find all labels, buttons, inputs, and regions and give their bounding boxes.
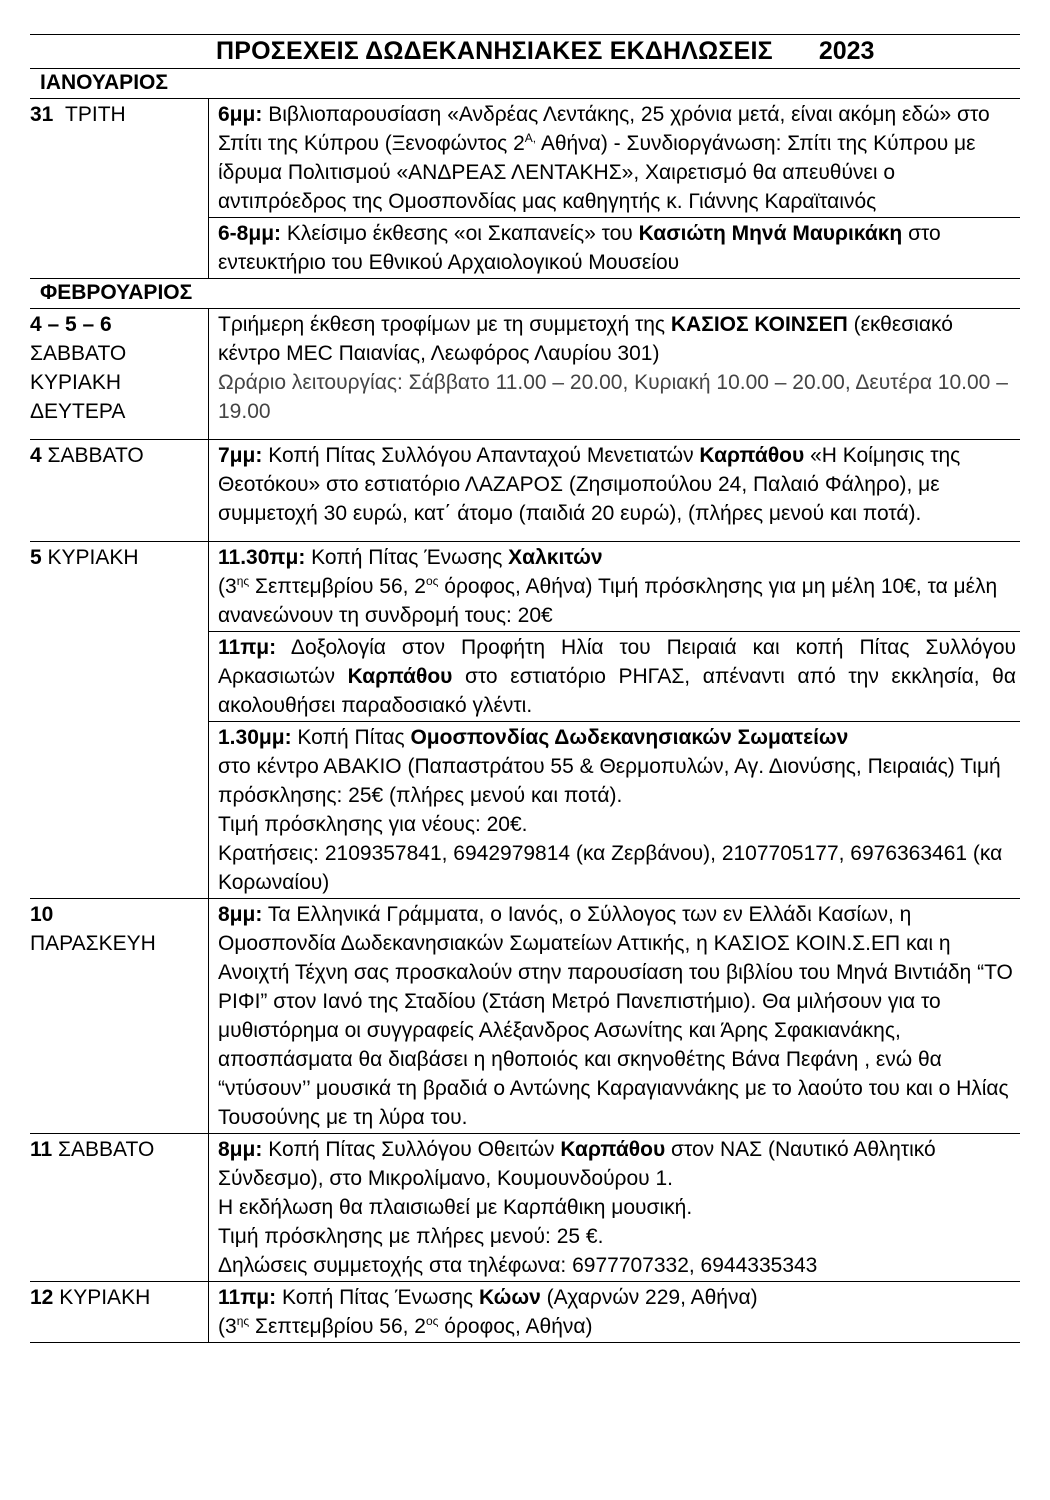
document-year: 2023 [818, 37, 875, 65]
superscript: ος [425, 574, 439, 588]
event-text: όροφος, Αθήνα) [438, 1315, 593, 1338]
event-entry [209, 99, 1020, 217]
event-text: Τιμή πρόσκλησης με πλήρες μενού: 25 €. [218, 1225, 604, 1248]
event-row-feb-12 [30, 1281, 1020, 1343]
event-entry [209, 217, 1020, 278]
highlight-name: Καρπάθου [560, 1138, 666, 1161]
event-text: (3 [218, 1315, 237, 1338]
description-cell [208, 899, 1020, 1133]
weekday: ΣΑΒΒΑΤΟ [58, 1138, 155, 1161]
day-number: 4 – 5 – 6 [30, 313, 112, 336]
day-number: 4 [30, 444, 42, 467]
event-entry [209, 1134, 1020, 1281]
weekday: ΣΑΒΒΑΤΟ [30, 342, 127, 365]
day-number: 12 [30, 1286, 54, 1309]
event-text: στο εστιατόριο ΡΗΓΑΣ, απέναντι από την εκκλησία, θα ακολουθήσει παραδοσιακό γλέντι. [218, 665, 1016, 717]
event-text: Βιβλιοπαρουσίαση «Ανδρέας Λεντάκης, 25 χρόνια μετά, είναι ακόμη εδώ» στο Σπίτι της Κύπρου (Ξενοφώντος 2 [218, 103, 990, 155]
event-entry [209, 631, 1020, 721]
event-text: Κοπή Πίτας Συλλόγου Οθειτών [262, 1138, 561, 1161]
date-cell [30, 1282, 208, 1342]
event-text: (εκθεσιακό κέντρο MEC Παιανίας, Λεωφόρος Λαυρίου 301) [218, 313, 953, 365]
event-text: στο κέντρο ΑΒΑΚΙΟ (Παπαστράτου 55 & Θερμοπυλών, Αγ. Διονύσης, Πειραιάς) Τιμή πρόσκλησης: 25€ (πλήρες μενού και ποτά). [218, 755, 1001, 807]
event-text: (3 [218, 575, 237, 598]
event-row-feb-11 [30, 1133, 1020, 1281]
event-time: 7μμ: [218, 444, 263, 467]
weekday: ΚΥΡΙΑΚΗ [59, 1286, 151, 1309]
weekday: ΚΥΡΙΑΚΗ [30, 371, 122, 394]
month-heading-february: ΦΕΒΡΟΥΑΡΙΟΣ [30, 278, 1020, 308]
opening-hours: Ωράριο λειτουργίας: Σάββατο 11.00 – 20.00, Κυριακή 10.00 – 20.00, Δευτέρα 10.00 – 19.00 [218, 371, 1008, 423]
event-text: στο εντευκτήριο του Εθνικού Αρχαιολογικού Μουσείου [218, 222, 941, 274]
event-row-feb-10 [30, 898, 1020, 1133]
event-text: στον ΝΑΣ (Ναυτικό Αθλητικό Σύνδεσμο), στο Μικρολίμανο, Κουμουνδούρου 1. [218, 1138, 936, 1190]
event-row-feb-4-5-6 [30, 308, 1020, 439]
event-entry [209, 309, 1020, 427]
day-number: 5 [30, 546, 42, 569]
document-title: ΠΡΟΣΕΧΕΙΣ ΔΩΔΕΚΑΝΗΣΙΑΚΕΣ ΕΚΔΗΛΩΣΕΙΣ [216, 37, 773, 65]
event-text: Κοπή Πίτας [291, 726, 411, 749]
event-time: 8μμ: [218, 903, 263, 926]
highlight-name: ΚΑΣΙΟΣ ΚΟΙΝΣΕΠ [670, 313, 848, 336]
document-header [30, 34, 1020, 68]
event-text: Σεπτεμβρίου 56, 2 [249, 1315, 426, 1338]
description-cell [208, 309, 1020, 439]
event-time: 6-8μμ: [218, 222, 282, 245]
weekday: ΣΑΒΒΑΤΟ [47, 444, 144, 467]
event-row-feb-4 [30, 439, 1020, 541]
event-text: όροφος, Αθήνα) Τιμή πρόσκλησης για μη μέλη 10€, τα μέλη ανανεώνουν τη συνδρομή τους: 20€ [218, 575, 998, 627]
event-text: Κοπή Πίτας Ένωσης [305, 546, 509, 569]
description-cell [208, 1282, 1020, 1342]
event-entry [209, 1282, 1020, 1342]
event-time: 11πμ: [218, 1286, 277, 1309]
events-sheet [30, 34, 1020, 1343]
superscript: ης [236, 574, 250, 588]
month-heading-january: ΙΑΝΟΥΑΡΙΟΣ [30, 68, 1020, 98]
day-number: 31 [30, 103, 54, 126]
event-text: Κοπή Πίτας Ένωσης [276, 1286, 479, 1309]
date-cell [30, 1134, 208, 1281]
date-cell [30, 542, 208, 898]
event-time: 11πμ: [218, 636, 277, 659]
event-time: 1.30μμ: [218, 726, 292, 749]
weekday: ΚΥΡΙΑΚΗ [47, 546, 139, 569]
description-cell [208, 1134, 1020, 1281]
superscript: Α, [524, 131, 537, 145]
reservation-phones: Δηλώσεις συμμετοχής στα τηλέφωνα: 6977707332, 6944335343 [218, 1254, 818, 1277]
highlight-name: Καρπάθου [699, 444, 805, 467]
event-text: Τριήμερη έκθεση τροφίμων με τη συμμετοχή της [218, 313, 671, 336]
event-text: Κλείσιμο έκθεσης «οι Σκαπανείς» του [281, 222, 639, 245]
highlight-name: Χαλκιτών [508, 546, 603, 569]
event-text: Δοξολογία στον Προφήτη Ηλία του Πειραιά και κοπή Πίτας Συλλόγου Αρκασιωτών [218, 636, 1016, 688]
description-cell [208, 542, 1020, 898]
date-cell [30, 99, 208, 278]
day-number: 10 [30, 903, 54, 926]
date-cell [30, 899, 208, 1133]
event-entry [209, 721, 1020, 898]
event-time: 11.30πμ: [218, 546, 306, 569]
superscript: ος [425, 1314, 439, 1328]
event-row-feb-5 [30, 541, 1020, 898]
weekday: ΤΡΙΤΗ [65, 103, 126, 126]
event-text: Τα Ελληνικά Γράμματα, ο Ιανός, ο Σύλλογος των εν Ελλάδι Κασίων, η Ομοσπονδία Δωδεκανησιακών Σωματείων Αττικής, η ΚΑΣΙΟΣ ΚΟΙΝ.Σ.ΕΠ και η Ανοιχτή Τέχνη σας προσκαλούν στην παρουσίαση του βιβλίου του Μηνά Βιντιάδη “ΤΟ ΡΙΦΙ” στον Ιανό της Σταδίου (Στάση Μετρό Πανεπιστήμιο). Θα μιλήσουν για το μυθιστόρημα οι συγγραφείς Αλέξανδρος Ασωνίτης και Άρης Σφακιανάκης, αποσπάσματα θα διαβάσει η ηθοποιός και σκηνοθέτης Βάνα Πεφάνη , ενώ θα “ντύσουν’’ μουσικά τη βραδιά ο Αντώνης Καραγιαννάκης με το λαούτο του και ο Ηλίας Τουσούνης με τη λύρα του. [218, 903, 1013, 1129]
weekday: ΠΑΡΑΣΚΕΥΗ [30, 932, 156, 955]
event-text: Κοπή Πίτας Συλλόγου Απανταχού Μενετιατών [262, 444, 700, 467]
event-text: Σεπτεμβρίου 56, 2 [249, 575, 426, 598]
event-text: «Η Κοίμησις της Θεοτόκου» στο εστιατόριο ΛΑΖΑΡΟΣ (Ζησιμοπούλου 24, Παλαιό Φάληρο), με συμμετοχή 30 ευρώ, κατ΄ άτομο (παιδιά 20 ευρώ), (πλήρες μενού και ποτά). [218, 444, 961, 525]
description-cell [208, 99, 1020, 278]
date-cell [30, 309, 208, 439]
event-text: Τιμή πρόσκλησης για νέους: 20€. [218, 813, 528, 836]
date-cell [30, 440, 208, 541]
event-time: 6μμ: [218, 103, 263, 126]
day-number: 11 [30, 1138, 53, 1161]
weekday: ΔΕΥΤΕΡΑ [30, 400, 126, 423]
event-row-jan-31 [30, 98, 1020, 278]
highlight-name: Ομοσπονδίας Δωδεκανησιακών Σωματείων [410, 726, 849, 749]
highlight-name: Καρπάθου [347, 665, 453, 688]
reservation-phones: Κρατήσεις: 2109357841, 6942979814 (κα Ζερβάνου), 2107705177, 6976363461 (κα Κορωναίου) [218, 842, 1003, 894]
description-cell [208, 440, 1020, 541]
event-entry [209, 542, 1020, 631]
highlight-name: Κασιώτη Μηνά Μαυρικάκη [638, 222, 903, 245]
event-entry [209, 899, 1020, 1133]
event-text: Η εκδήλωση θα πλαισιωθεί με Καρπάθικη μουσική. [218, 1196, 693, 1219]
event-text: (Αχαρνών 229, Αθήνα) [540, 1286, 758, 1309]
highlight-name: Κώων [478, 1286, 541, 1309]
event-time: 8μμ: [218, 1138, 263, 1161]
superscript: ης [236, 1314, 250, 1328]
event-entry [209, 440, 1020, 529]
event-text: Αθήνα) - Συνδιοργάνωση: Σπίτι της Κύπρου με ίδρυμα Πολιτισμού «ΑΝΔΡΕΑΣ ΛΕΝΤΑΚΗΣ», Χαιρετισμό θα απευθύνει ο αντιπρόεδρος της Ομοσπονδίας μας καθηγητής κ. Γιάννης Καραϊταινός [218, 132, 976, 213]
